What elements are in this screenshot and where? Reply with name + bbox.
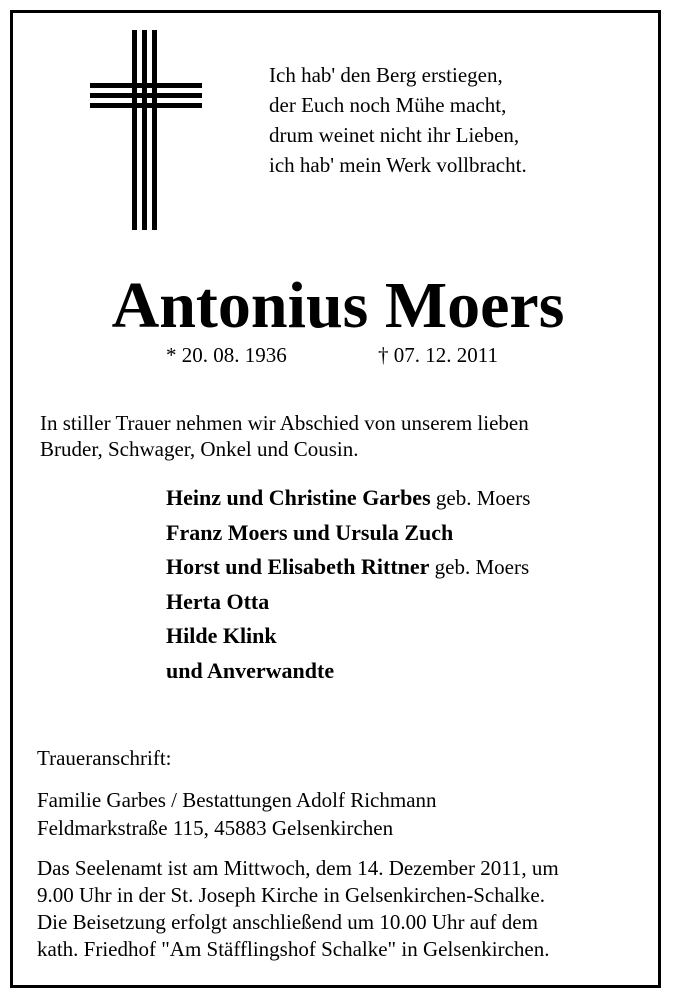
intro-line: Bruder, Schwager, Onkel und Cousin. xyxy=(40,437,359,461)
mourner-item xyxy=(166,516,530,551)
verse-line: Ich hab' den Berg erstiegen, xyxy=(269,63,503,87)
mourner-name: Franz Moers und Ursula Zuch xyxy=(166,519,454,545)
mourner-name: Horst und Elisabeth Rittner xyxy=(166,554,430,579)
address-label: Traueranschrift: xyxy=(37,746,172,770)
intro-text xyxy=(40,410,640,462)
birth-date: * 20. 08. 1936 xyxy=(166,343,287,367)
mourner-item xyxy=(166,619,530,654)
verse-line: drum weinet nicht ihr Lieben, xyxy=(269,123,520,147)
mourner-item xyxy=(166,654,530,689)
service-details xyxy=(37,855,559,963)
memorial-verse xyxy=(269,60,527,180)
mourners-list xyxy=(166,481,530,688)
service-line: kath. Friedhof "Am Stäfflingshof Schalke" in Gelsenkirchen. xyxy=(37,937,550,961)
service-line: Das Seelenamt ist am Mittwoch, dem 14. Dezember 2011, um xyxy=(37,856,559,880)
service-line: 9.00 Uhr in der St. Joseph Kirche in Gelsenkirchen-Schalke. xyxy=(37,883,545,907)
mourner-item xyxy=(166,481,530,516)
mourner-item xyxy=(166,550,530,585)
mourner-suffix: geb. Moers xyxy=(430,486,531,510)
mourner-name: Heinz und Christine Garbes xyxy=(166,485,431,510)
mourner-name: und Anverwandte xyxy=(166,657,335,683)
verse-line: der Euch noch Mühe macht, xyxy=(269,93,507,117)
deceased-name: Antonius Moers xyxy=(111,269,565,342)
address-line: Feldmarkstraße 115, 45883 Gelsenkirchen xyxy=(37,816,394,840)
service-line: Die Beisetzung erfolgt anschließend um 10.00 Uhr auf dem xyxy=(37,910,538,934)
mourner-suffix: geb. Moers xyxy=(429,555,530,579)
mourner-name: Herta Otta xyxy=(166,588,270,614)
mourner-item xyxy=(166,585,530,620)
mourner-name: Hilde Klink xyxy=(166,623,277,648)
verse-line: ich hab' mein Werk vollbracht. xyxy=(269,153,527,177)
mourning-address xyxy=(37,786,437,842)
cross-icon xyxy=(90,30,202,230)
intro-line: In stiller Trauer nehmen wir Abschied von unserem lieben xyxy=(40,411,529,435)
death-date: † 07. 12. 2011 xyxy=(378,343,498,367)
address-line: Familie Garbes / Bestattungen Adolf Richmann xyxy=(37,788,437,812)
